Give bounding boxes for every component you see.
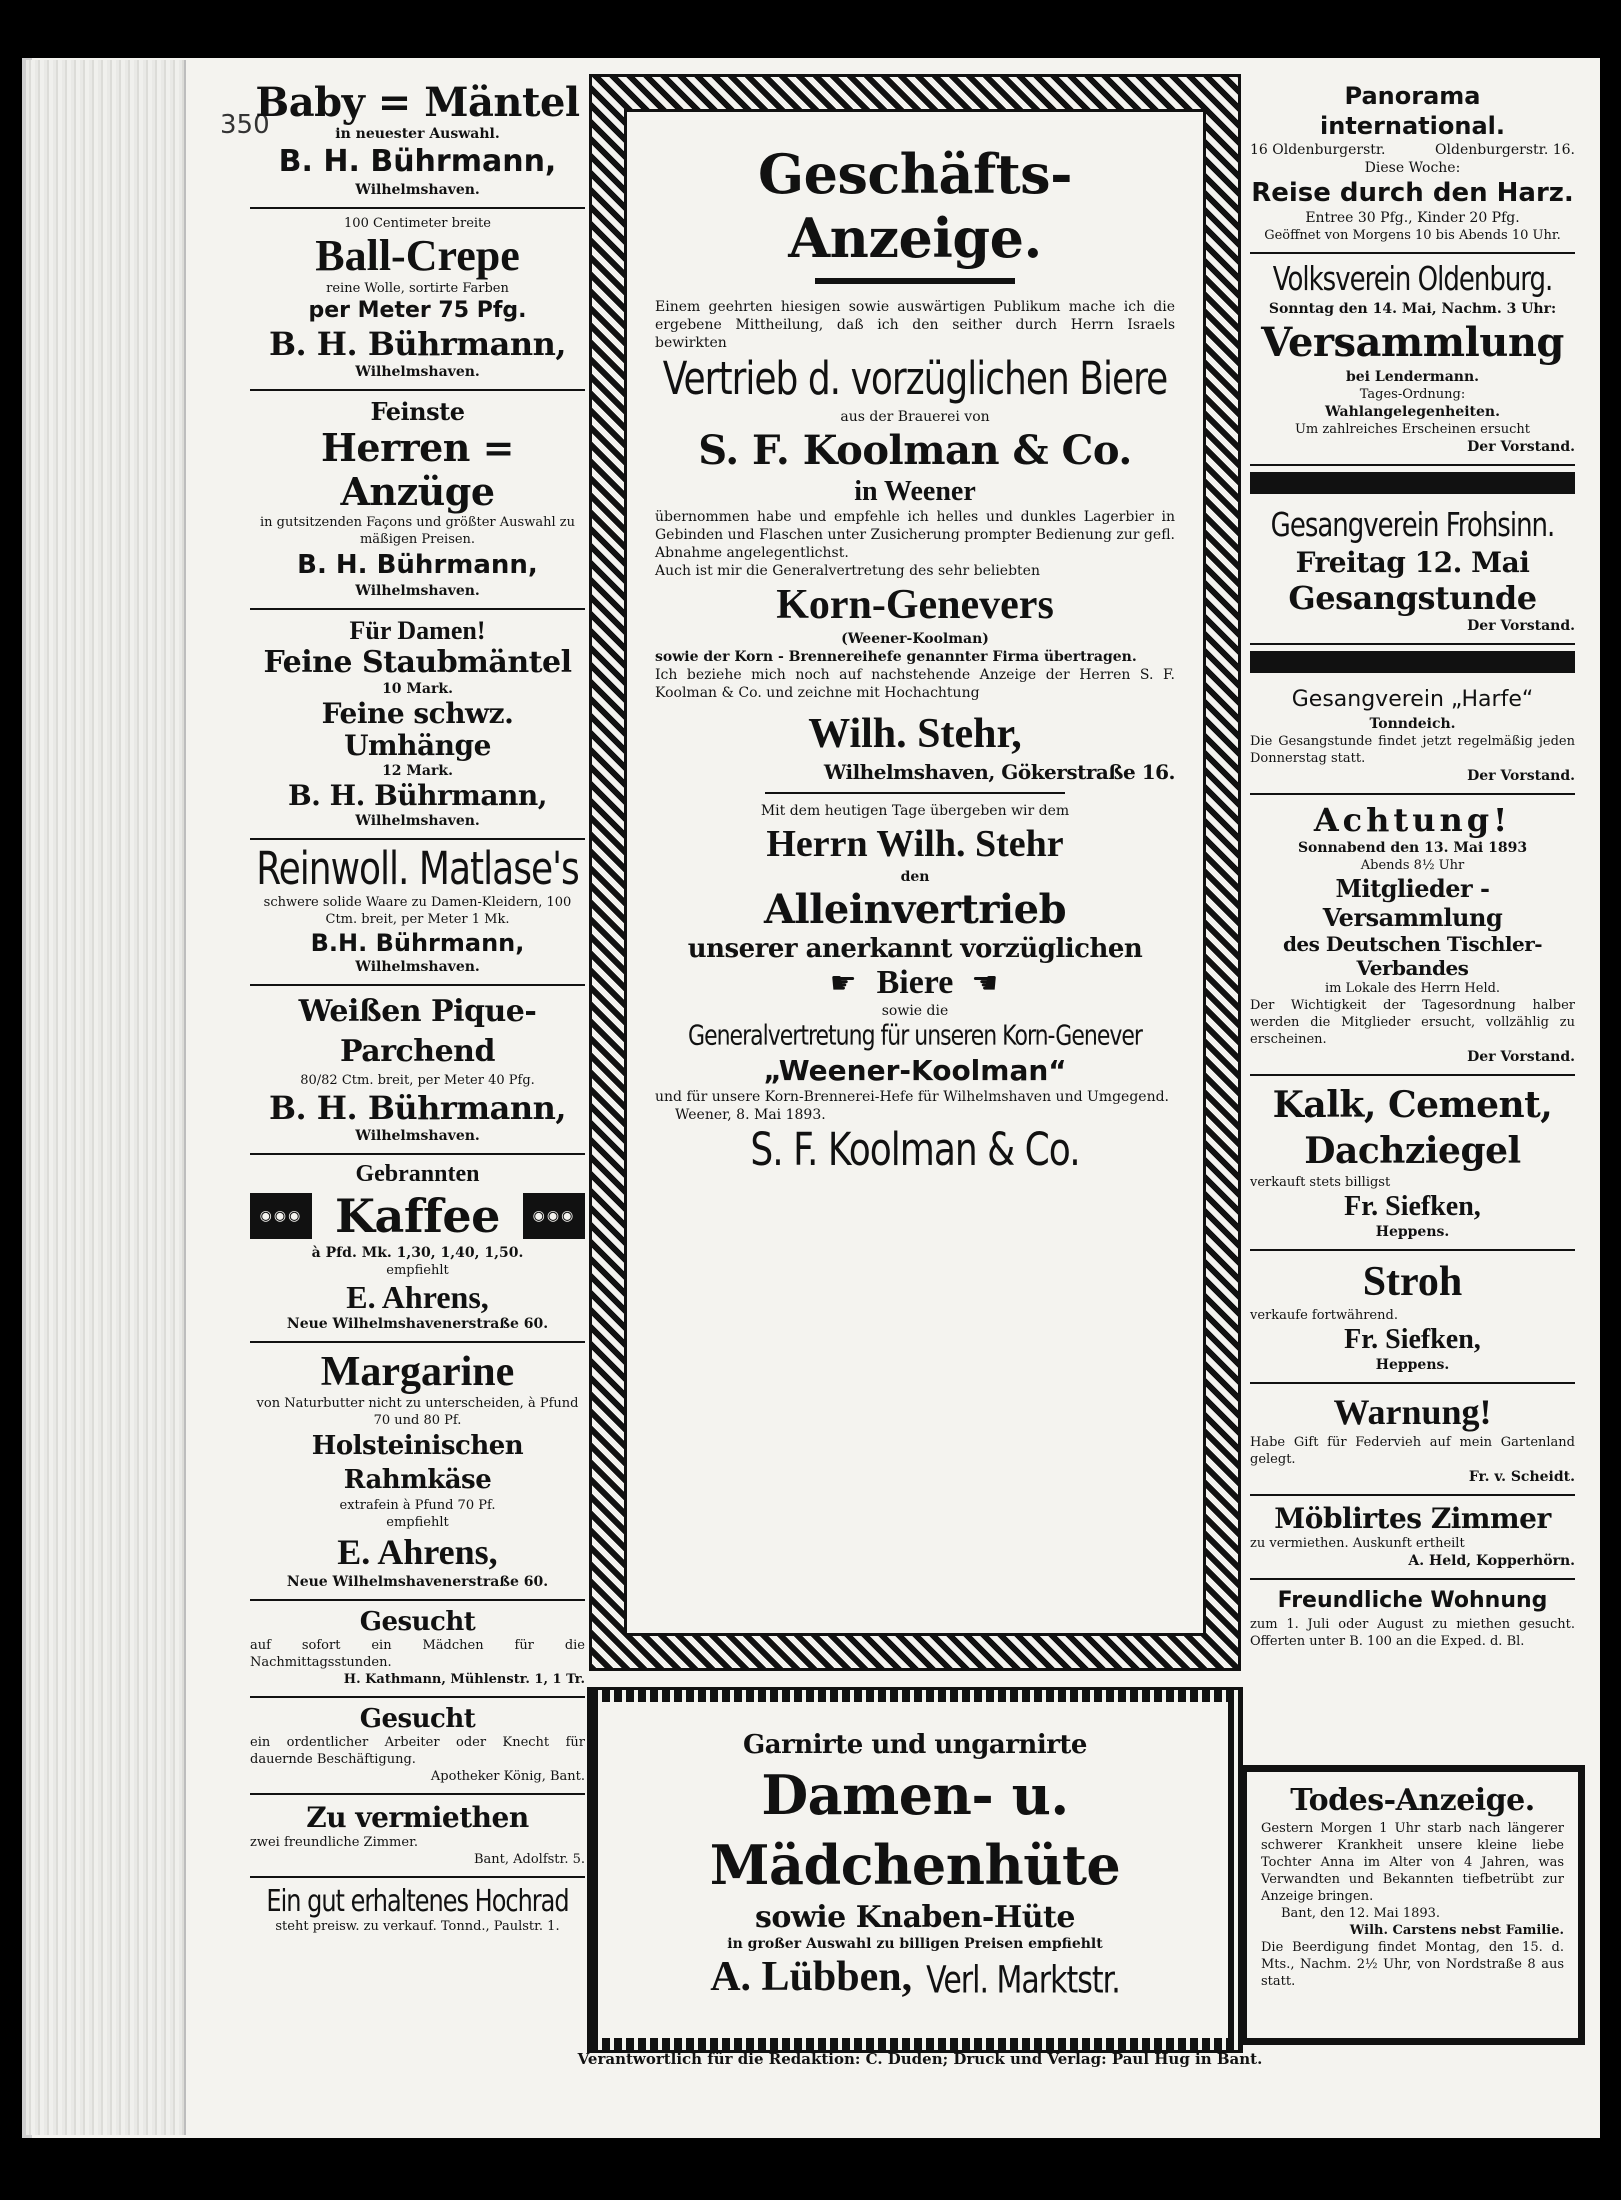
ad-title: Ball-Crepe bbox=[315, 231, 520, 280]
ad-title: Kaffee bbox=[335, 1189, 500, 1243]
notice-signature: Wilh. Carstens nebst Familie. bbox=[1349, 1923, 1564, 1938]
notice-text4: sowie der Korn - Brennereihefe genannter Firma übertragen. bbox=[655, 649, 1137, 665]
ad-signature: Der Vorstand. bbox=[1467, 618, 1575, 634]
ad-title: Kalk, Cement, Dachziegel bbox=[1272, 1084, 1553, 1172]
ad-text: zum 1. Juli oder August zu miethen gesucht. Offerten unter B. 100 an die Exped. d. Bl. bbox=[1250, 1617, 1575, 1649]
ornament-right-icon: ◉◉◉ bbox=[523, 1193, 585, 1239]
ad-title: Ein gut erhaltenes Hochrad bbox=[266, 1883, 569, 1919]
ad-place: Wilhelmshaven. bbox=[355, 583, 480, 599]
ad-title: Herren = Anzüge bbox=[321, 425, 514, 514]
ad-event: Mitglieder - Versammlung bbox=[1322, 874, 1503, 932]
ad-signature: Apotheker König, Bant. bbox=[430, 1769, 585, 1784]
ad-signature: H. Kathmann, Mühlenstr. 1, 1 Tr. bbox=[343, 1672, 585, 1687]
notice-stehr: Wilh. Stehr, bbox=[808, 711, 1022, 757]
notice-weener-koolman: „Weener-Koolman“ bbox=[763, 1054, 1067, 1087]
business-notice-frame bbox=[590, 75, 1240, 1670]
ad-firm: Fr. Siefken, bbox=[1344, 1324, 1481, 1355]
ad-firm: E. Ahrens, bbox=[346, 1279, 489, 1315]
ad-pre: Gebrannten bbox=[355, 1161, 480, 1187]
notice-vertrieb: Vertrieb d. vorzüglichen Biere bbox=[662, 353, 1168, 405]
ad-event: Gesangstunde bbox=[1288, 579, 1537, 617]
ad-title: Zu vermiethen bbox=[306, 1801, 529, 1834]
ad-title: Gesucht bbox=[359, 1704, 476, 1734]
death-notice bbox=[1240, 1765, 1585, 2045]
notice-general: Generalvertretung für unseren Korn-Genever bbox=[688, 1020, 1142, 1052]
ad-achtung bbox=[1250, 795, 1575, 1076]
ad-address: Neue Wilhelmshavenerstraße 60. bbox=[286, 1574, 549, 1590]
notice-text7: und für unsere Korn-Brennerei-Hefe für Wilhelmshaven und Umgegend. bbox=[655, 1089, 1169, 1105]
ad-rec: empfiehlt bbox=[386, 1515, 449, 1530]
ornament-left-icon: ◉◉◉ bbox=[250, 1193, 312, 1239]
ad-place: Tonndeich. bbox=[1369, 716, 1456, 732]
ad-text: schwere solide Waare zu Damen-Kleidern, 100 Ctm. breit, per Meter 1 Mk. bbox=[263, 895, 572, 927]
ad-title: Gesangverein „Harfe“ bbox=[1291, 687, 1534, 712]
ad-firm: B. H. Bührmann, bbox=[288, 779, 547, 812]
ad-firm: B.H. Bührmann, bbox=[310, 929, 525, 957]
ad-price: 10 Mark. bbox=[382, 681, 453, 697]
notice-brauerei: aus der Brauerei von bbox=[840, 409, 990, 425]
notice-genevers: Korn-Genevers bbox=[776, 582, 1054, 628]
ad-title: Achtung! bbox=[1313, 801, 1512, 839]
ad-date: Sonntag den 14. Mai, Nachm. 3 Uhr: bbox=[1268, 301, 1557, 317]
ad-signature: A. Held, Kopperhörn. bbox=[1408, 1553, 1575, 1569]
notice-alleinvertrieb: Alleinvertrieb bbox=[763, 886, 1067, 933]
ad-subtitle: in neuester Auswahl. bbox=[335, 126, 500, 142]
ad-pre: 100 Centimeter breite bbox=[344, 216, 491, 231]
ad-title: Volksverein Oldenburg. bbox=[1272, 261, 1553, 299]
ad-address-right: Oldenburgerstr. 16. bbox=[1435, 142, 1575, 158]
ad-baby-maentel bbox=[250, 75, 585, 209]
firm-row bbox=[632, 1953, 1198, 2001]
ad-frohsinn bbox=[1250, 500, 1575, 645]
ad-kaffee bbox=[250, 1155, 585, 1343]
ad-place: Heppens. bbox=[1375, 1224, 1450, 1240]
ad-title: Freundliche Wohnung bbox=[1277, 1588, 1548, 1613]
black-rule bbox=[1250, 472, 1575, 494]
ad-price: 12 Mark. bbox=[382, 763, 453, 779]
ad-firm: E. Ahrens, bbox=[337, 1532, 498, 1572]
notice-den: den bbox=[900, 869, 930, 885]
notice-genevers-sub: (Weener-Koolman) bbox=[841, 631, 989, 647]
notice-funeral: Die Beerdigung findet Montag, den 15. d. Mts., Nachm. 2½ Uhr, von Nordstraße 8 aus statt. bbox=[1261, 1940, 1564, 1989]
ad-kalk bbox=[1250, 1076, 1575, 1251]
page-number: 350 bbox=[220, 110, 270, 140]
ad-text: in gutsitzenden Façons und größter Auswahl zu mäßigen Preisen. bbox=[260, 515, 575, 547]
ad-line1: Garnirte und ungarnirte bbox=[743, 1730, 1087, 1760]
ad-text: verkaufe fortwährend. bbox=[1250, 1308, 1398, 1323]
notice-herrn: Herrn Wilh. Stehr bbox=[766, 823, 1064, 865]
ad-text: zu vermiethen. Auskunft ertheilt bbox=[1250, 1536, 1465, 1551]
ad-title: Gesucht bbox=[359, 1607, 476, 1637]
ad-place: bei Lendermann. bbox=[1345, 369, 1479, 385]
ad-title2: Holsteinischen Rahmkäse bbox=[311, 1431, 524, 1495]
notice-text: Gestern Morgen 1 Uhr starb nach längerer schwerer Krankheit unsere kleine liebe Tochter Anna im Alter von 4 Jahren, was Verwandten und Bekannten tiefbetrübt zur Anzeige bringen. bbox=[1261, 1821, 1564, 1904]
ad-herren-anzuege bbox=[250, 391, 585, 610]
ad-gesucht-2 bbox=[250, 1698, 585, 1795]
ad-text: von Naturbutter nicht zu unterscheiden, à Pfund 70 und 80 Pf. bbox=[256, 1396, 579, 1428]
ad-text2: extrafein à Pfund 70 Pf. bbox=[339, 1498, 496, 1513]
ad-entry: Entree 30 Pfg., Kinder 20 Pfg. bbox=[1305, 210, 1520, 226]
notice-title: Geschäfts-Anzeige. bbox=[758, 142, 1072, 270]
business-notice bbox=[624, 109, 1206, 1636]
ad-date: Freitag 12. Mai bbox=[1295, 546, 1530, 579]
ad-text: reine Wolle, sortirte Farben bbox=[326, 281, 509, 296]
ad-title: Möblirtes Zimmer bbox=[1274, 1502, 1551, 1535]
ad-title: Weißen Pique-Parchend bbox=[298, 994, 537, 1069]
ad-signature: Der Vorstand. bbox=[1467, 768, 1575, 784]
notice-signature: S. F. Koolman & Co. bbox=[750, 1124, 1080, 1176]
ad-firm: B. H. Bührmann, bbox=[278, 144, 557, 179]
ad-org: des Deutschen Tischler-Verbandes bbox=[1282, 932, 1543, 980]
ad-margarine bbox=[250, 1343, 585, 1601]
ad-price: à Pfd. Mk. 1,30, 1,40, 1,50. bbox=[311, 1245, 524, 1261]
ad-zimmer bbox=[1250, 1496, 1575, 1580]
ad-signature: Bant, Adolfstr. 5. bbox=[473, 1852, 585, 1867]
ad-signature: Der Vorstand. bbox=[1467, 1049, 1575, 1065]
ad-place: Wilhelmshaven. bbox=[355, 1128, 480, 1144]
ad-text: Habe Gift für Federvieh auf mein Gartenland gelegt. bbox=[1250, 1435, 1575, 1467]
ad-wohnung bbox=[1250, 1580, 1575, 1658]
ad-text: Die Gesangstunde findet jetzt regelmäßig jeden Donnerstag statt. bbox=[1250, 734, 1575, 766]
notice-text3: Auch ist mir die Generalvertretung des sehr beliebten bbox=[655, 563, 1040, 579]
ad-ball-crepe bbox=[250, 209, 585, 391]
ad-event: Versammlung bbox=[1261, 319, 1564, 366]
left-column bbox=[250, 75, 585, 1943]
ad-panorama bbox=[1250, 75, 1575, 254]
ad-line: Feine Staubmäntel bbox=[263, 645, 572, 680]
ad-signature: Fr. v. Scheidt. bbox=[1468, 1469, 1575, 1485]
ad-place: Wilhelmshaven. bbox=[355, 813, 480, 829]
pointing-hand-right-icon: ☚ bbox=[971, 965, 1001, 1001]
ad-pique bbox=[250, 986, 585, 1155]
ad-text: Der Wichtigkeit der Tagesordnung halber werden die Mitglieder ersucht, vollzählig zu erscheinen. bbox=[1250, 998, 1575, 1047]
notice-title: Todes-Anzeige. bbox=[1290, 1783, 1535, 1818]
notice-date: Weener, 8. Mai 1893. bbox=[675, 1107, 826, 1123]
ad-agenda: Tages-Ordnung: bbox=[1359, 387, 1466, 402]
ad-title: Damen- u. Mädchenhüte bbox=[709, 1763, 1121, 1897]
ad-text: verkauft stets billigst bbox=[1250, 1175, 1391, 1190]
ad-address: Verl. Marktstr. bbox=[926, 1958, 1120, 2003]
ad-firm: B. H. Bührmann, bbox=[268, 1089, 567, 1127]
ad-volksverein bbox=[1250, 254, 1575, 466]
ad-firm: B. H. Bührmann, bbox=[268, 325, 567, 363]
ad-firm: B. H. Bührmann, bbox=[297, 550, 538, 580]
ad-title: Stroh bbox=[1362, 1259, 1463, 1305]
notice-sowie: sowie die bbox=[881, 1003, 949, 1019]
notice-rule bbox=[765, 792, 1065, 794]
notice-text5: Ich beziehe mich noch auf nachstehende Anzeige der Herren S. F. Koolman & Co. und zeichne mit Hochachtung bbox=[655, 667, 1175, 701]
ad-title: Panorama international. bbox=[1320, 82, 1505, 140]
ad-title: Baby = Mäntel bbox=[255, 79, 580, 126]
ad-show: Reise durch den Harz. bbox=[1251, 178, 1574, 208]
ad-time: Abends 8½ Uhr bbox=[1360, 858, 1465, 873]
ad-price: per Meter 75 Pfg. bbox=[308, 298, 527, 323]
notice-koolman: S. F. Koolman & Co. bbox=[698, 427, 1132, 474]
ad-title: Reinwoll. Matlase's bbox=[256, 843, 579, 895]
ad-text: auf sofort ein Mädchen für die Nachmittagsstunden. bbox=[250, 1638, 585, 1670]
ad-title: Gesangverein Frohsinn. bbox=[1270, 507, 1555, 545]
ad-hochrad bbox=[250, 1878, 585, 1943]
ad-line3: in großer Auswahl zu billigen Preisen empfiehlt bbox=[727, 1936, 1103, 1952]
ad-firm: A. Lübben, bbox=[710, 1954, 913, 2000]
ad-fuer-damen bbox=[250, 610, 585, 840]
ad-rec: empfiehlt bbox=[386, 1263, 449, 1278]
ad-stroh bbox=[1250, 1251, 1575, 1384]
ad-address-left: 16 Oldenburgerstr. bbox=[1250, 142, 1386, 158]
ad-title: Für Damen! bbox=[349, 616, 486, 645]
ad-gesucht-1 bbox=[250, 1601, 585, 1698]
ad-line2: sowie Knaben-Hüte bbox=[755, 1900, 1075, 1935]
ad-warnung bbox=[1250, 1384, 1575, 1496]
notice-biere: Biere bbox=[876, 964, 954, 1001]
right-column bbox=[1250, 75, 1575, 1658]
ad-line: Feine schwz. Umhänge bbox=[321, 697, 514, 762]
bound-spine bbox=[26, 60, 186, 2135]
black-rule bbox=[1250, 651, 1575, 673]
notice-text6: Mit dem heutigen Tage übergeben wir dem bbox=[760, 803, 1070, 819]
notice-stehr-address: Wilhelmshaven, Gökerstraße 16. bbox=[823, 760, 1175, 784]
ad-zu-vermiethen bbox=[250, 1795, 585, 1878]
ad-place: Wilhelmshaven. bbox=[355, 959, 480, 975]
ad-week: Diese Woche: bbox=[1364, 160, 1461, 176]
ad-text: ein ordentlicher Arbeiter oder Knecht für dauernde Beschäftigung. bbox=[250, 1735, 585, 1767]
biere-row bbox=[655, 964, 1175, 1002]
ad-address-row bbox=[1250, 141, 1575, 159]
pointing-hand-left-icon: ☛ bbox=[829, 965, 859, 1001]
ad-title: Warnung! bbox=[1333, 1392, 1492, 1432]
ad-item: Wahlangelegenheiten. bbox=[1325, 404, 1500, 420]
ad-text: steht preisw. zu verkauf. Tonnd., Paulstr. 1. bbox=[275, 1919, 560, 1934]
ad-harfe bbox=[1250, 679, 1575, 795]
notice-intro: Einem geehrten hiesigen sowie auswärtigen Publikum mache ich die ergebene Mittheilung, daß ich den seither durch Herrn Israels bewirkten bbox=[655, 299, 1175, 351]
imprint-line: Verantwortlich für die Redaktion: C. Duden; Druck und Verlag: Paul Hug in Bant. bbox=[577, 2050, 1263, 2068]
notice-unserer: unserer anerkannt vorzüglichen bbox=[687, 934, 1143, 964]
ad-hours: Geöffnet von Morgens 10 bis Abends 10 Uhr. bbox=[1264, 228, 1561, 243]
ad-firm: Fr. Siefken, bbox=[1344, 1191, 1481, 1222]
notice-date: Bant, den 12. Mai 1893. bbox=[1281, 1906, 1441, 1921]
ad-title: Margarine bbox=[320, 1349, 515, 1395]
ad-matlase bbox=[250, 840, 585, 986]
ad-text: Um zahlreiches Erscheinen ersucht bbox=[1294, 422, 1531, 437]
ad-text: zwei freundliche Zimmer. bbox=[250, 1835, 418, 1850]
ad-address: Neue Wilhelmshavenerstraße 60. bbox=[286, 1316, 549, 1332]
ad-place: Wilhelmshaven. bbox=[355, 182, 480, 198]
ad-pre: Feinste bbox=[370, 397, 465, 426]
ad-hats bbox=[590, 1690, 1240, 2050]
ad-place: Heppens. bbox=[1375, 1357, 1450, 1373]
kaffee-row bbox=[250, 1188, 585, 1244]
ad-signature: Der Vorstand. bbox=[1467, 439, 1575, 455]
notice-weener: in Weener bbox=[854, 476, 976, 507]
notice-text2: übernommen habe und empfehle ich helles und dunkles Lagerbier in Gebinden und Flaschen unter Zusicherung prompter Bedienung zur gefl. Abnahme angelegentlichst. bbox=[655, 509, 1175, 561]
ad-place: Wilhelmshaven. bbox=[355, 364, 480, 380]
ad-text: 80/82 Ctm. breit, per Meter 40 Pfg. bbox=[300, 1073, 535, 1088]
ad-place: im Lokale des Herrn Held. bbox=[1324, 981, 1501, 996]
title-rule bbox=[815, 278, 1015, 284]
ad-date: Sonnabend den 13. Mai 1893 bbox=[1297, 840, 1528, 856]
